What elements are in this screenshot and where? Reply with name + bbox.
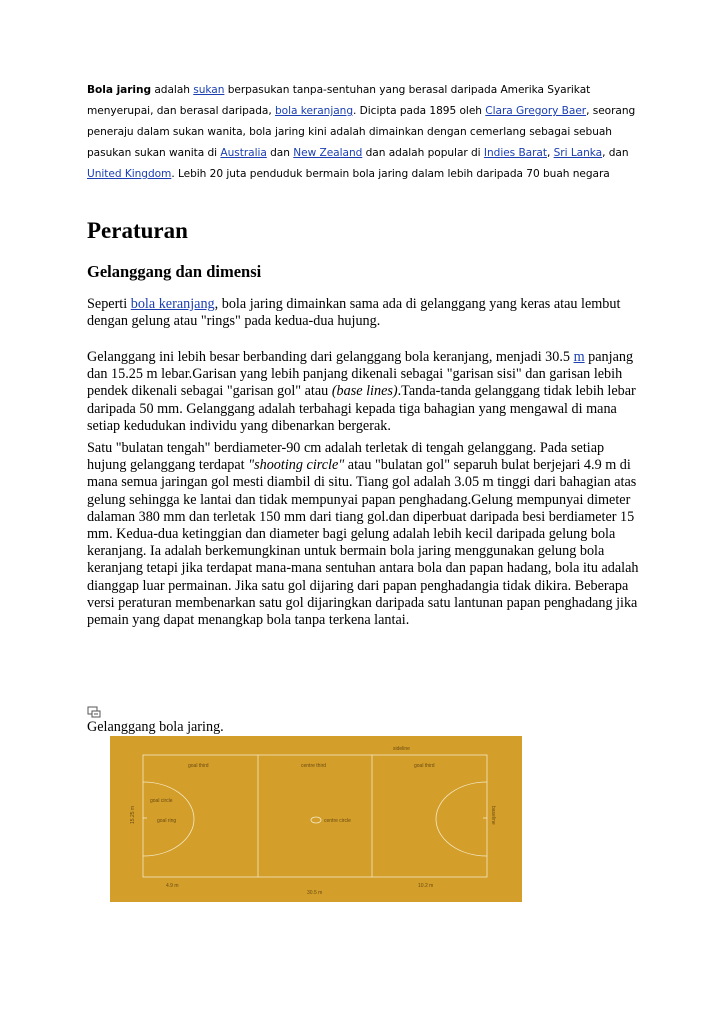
heading-gelanggang: Gelanggang dan dimensi xyxy=(87,262,262,281)
link-new-zealand[interactable]: New Zealand xyxy=(293,147,363,159)
intro-paragraph: Bola jaring adalah sukan berpasukan tanpa-sentuhan yang berasal daripada Amerika Syarikat menyerupai, dan berasal daripada, bola keranjang. Dicipta pada 1895 oleh Clara Gregory Baer, seorang peneraju dalam sukan wanita, bola jaring kini adalah dimainkan dengan cemerlang sebagai sebuah pasukan sukan wanita di Australia dan New Zealand dan adalah popular di Indies Barat, Sri Lanka, dan United Kingdom. Lebih 20 juta penduduk bermain bola jaring dalam lebih daripada 70 buah negara xyxy=(87,84,636,180)
label-width: 15.25 m xyxy=(130,805,136,824)
label-dim-total: 30.5 m xyxy=(307,890,323,896)
paragraph-1: Seperti bola keranjang, bola jaring dimainkan sama ada di gelanggang yang keras atau lembut dengan gelung atau "rings" pada kedua-dua hujung. xyxy=(87,296,621,330)
label-baseline: baseline xyxy=(490,806,496,825)
paragraph-2: Gelanggang ini lebih besar berbanding dari gelanggang bola keranjang, menjadi 30.5 m panjang dan 15.25 m lebar.Garisan yang lebih panjang dikenali sebagai "garisan sisi" dan garisan lebih pendek dikenali sebagai "garisan gol" atau (base lines).Tanda-tanda gelanggang tidak lebih lebar daripada 50 mm. Gelanggang adalah terbahagi kepada tiga bahagian yang mengawal di mana setiap kedudukan individu yang dibenarkan bergerak. xyxy=(87,349,636,434)
link-indies-barat[interactable]: Indies Barat xyxy=(483,147,547,159)
heading-peraturan: Peraturan xyxy=(87,218,188,243)
netball-court-image xyxy=(110,736,522,902)
link-united-kingdom[interactable]: United Kingdom xyxy=(87,168,172,180)
label-goal-ring: goal ring xyxy=(157,818,177,824)
link-clara-gregory-baer[interactable]: Clara Gregory Baer xyxy=(485,105,587,117)
link-m[interactable]: m xyxy=(573,349,585,365)
link-bola-keranjang-2[interactable]: bola keranjang xyxy=(130,296,215,312)
label-goal-circle: goal circle xyxy=(150,798,173,804)
document-page xyxy=(87,80,647,896)
figure-caption: Gelanggang bola jaring. xyxy=(87,719,224,735)
label-sideline: sideline xyxy=(393,746,410,752)
broken-image-icon xyxy=(87,706,101,718)
label-centre-third: centre third xyxy=(301,763,327,769)
link-sri-lanka[interactable]: Sri Lanka xyxy=(553,147,603,159)
link-australia[interactable]: Australia xyxy=(220,147,267,159)
label-goal-third-right: goal third xyxy=(414,763,435,769)
label-centre-circle: centre circle xyxy=(324,818,351,824)
paragraph-3: Satu "bulatan tengah" berdiameter-90 cm adalah terletak di tengah gelanggang. Pada setiap hujung gelanggang terdapat "shooting circle" atau "bulatan gol" separuh bulat berjejari 4.9 m di mana semua jaringan gol mesti diambil di situ. Tiang gol adalah 3.05 m tinggi dari bahagian atas gelung sehingga ke lantai dan tidak mempunyai papan penghadang.Gelung mempunyai dimeter dalaman 380 mm dan terletak 150 mm dari tiang gol.dan diperbuat daripada besi berdiameter 15 mm. Kedua-dua ketinggian dan diameter bagi gelung adalah lebih kecil daripada gelung bola keranjang. Ia adalah berkemungkinan untuk bermain bola jaring menggunakan gelung bola keranjang tetapi jika terdapat mana-mana sentuhan antara bola dan papan hadang, bola itu adalah dianggap luar permainan. Jika satu gol dijaring dari papan penghadangia tidak dikira. Beberapa versi peraturan membenarkan satu gol dijaringkan daripada satu lantunan papan penghadang jika pemain yang dapat menangkap bola tanpa terkena lantai. xyxy=(87,440,639,629)
link-sukan[interactable]: sukan xyxy=(193,84,225,96)
label-dim-left: 4.9 m xyxy=(166,883,179,889)
label-dim-right: 10.2 m xyxy=(418,883,434,889)
link-bola-keranjang[interactable]: bola keranjang xyxy=(275,105,354,117)
bold-term: Bola jaring xyxy=(87,84,152,96)
label-goal-third-left: goal third xyxy=(188,763,209,769)
